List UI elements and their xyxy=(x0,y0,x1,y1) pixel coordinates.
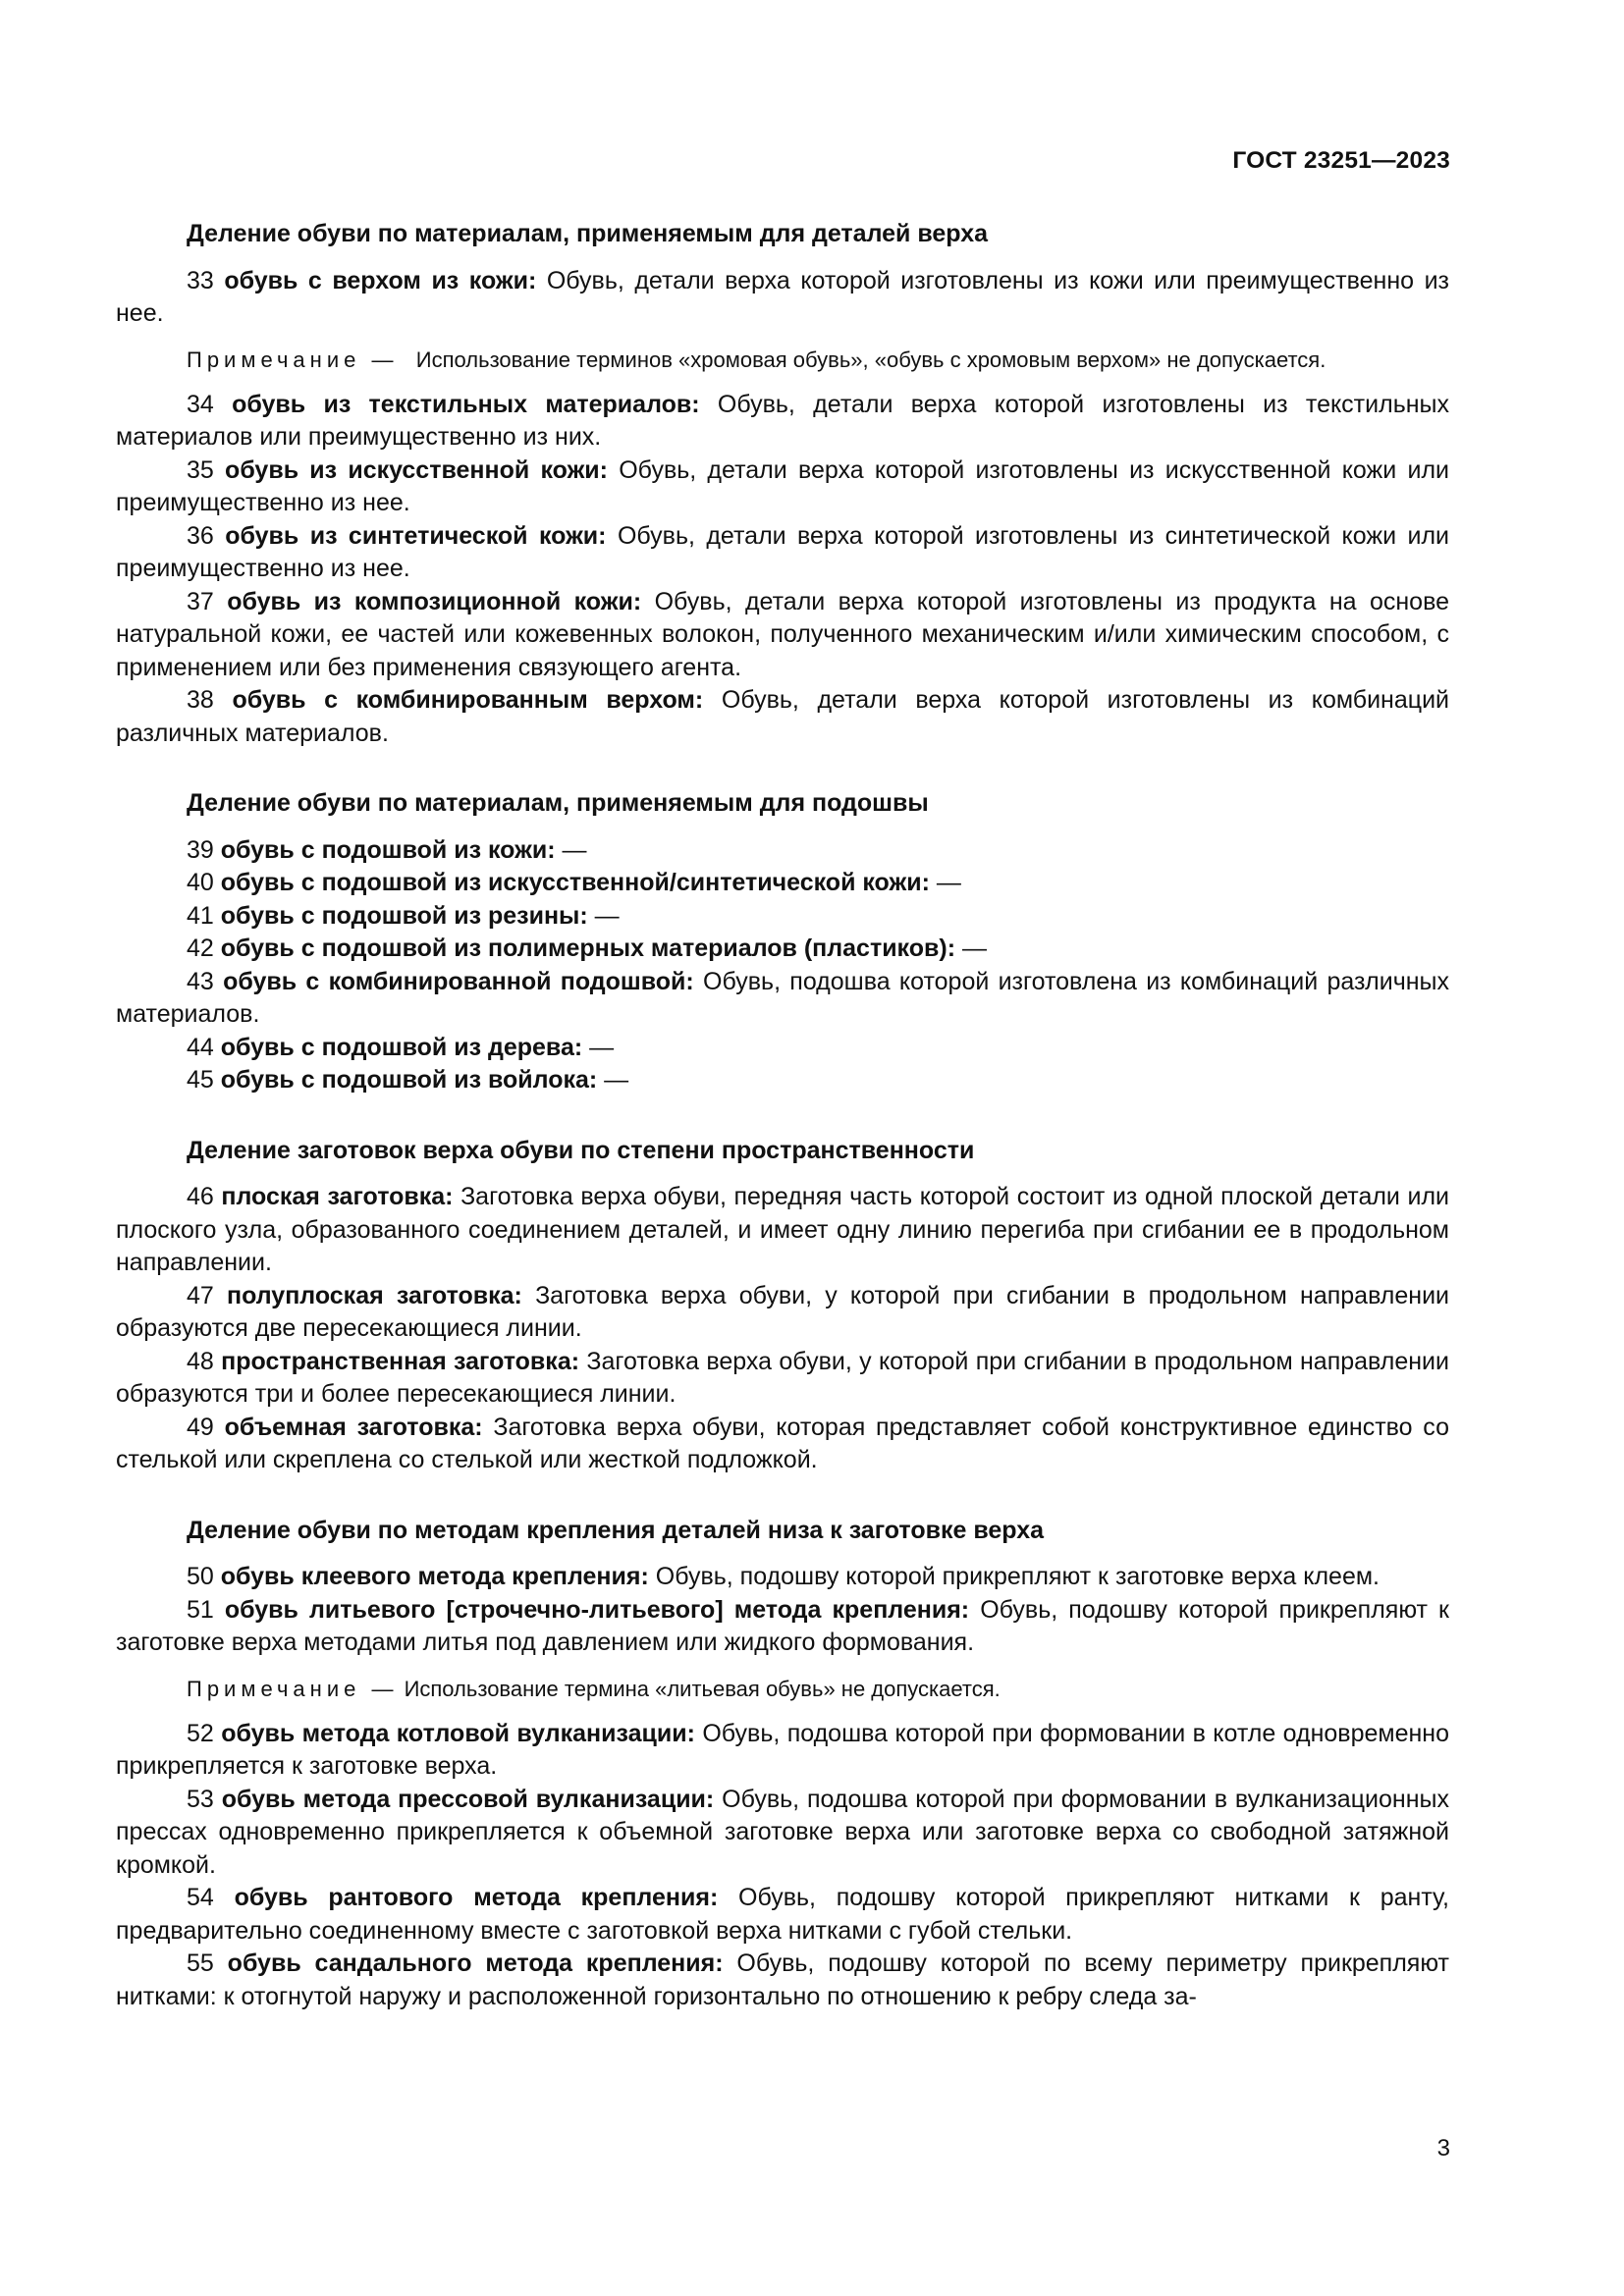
term-definition: Обувь, детали верха которой изготовлены из искусственной кожи или преимущественно из нее. xyxy=(116,455,1449,516)
term-name: обувь клеевого метода крепления: xyxy=(220,1563,649,1590)
term-name: обувь из композиционной кожи: xyxy=(227,587,642,615)
term-name: плоская заготовка: xyxy=(221,1183,454,1210)
term-number: 48 xyxy=(187,1347,214,1375)
term-entry-34 xyxy=(116,389,1449,454)
term-name: обувь с подошвой из полимерных материалов (пластиков): xyxy=(220,934,956,962)
term-entry-42 xyxy=(116,933,1449,966)
term-name: обувь из текстильных материалов: xyxy=(232,390,700,418)
term-name: обувь с верхом из кожи: xyxy=(224,266,537,294)
section-heading: Деление заготовок верха обуви по степени пространственности xyxy=(187,1136,975,1164)
term-entry-55 xyxy=(116,1948,1449,2013)
term-entry-49 xyxy=(116,1412,1449,1477)
term-definition: Обувь, детали верха которой изготовлены из синтетической кожи или преимущественно из нее. xyxy=(116,521,1449,582)
term-entry-45 xyxy=(116,1064,1449,1097)
term-definition: Обувь, детали верха которой изготовлены из продукта на основе натуральной кожи, ее частей или кожевенных волокон, полученного механическим и/или химическим способом, с применением или без применения связующего агента. xyxy=(116,587,1449,681)
term-entry-37 xyxy=(116,586,1449,685)
term-definition: Обувь, детали верха которой изготовлены из текстильных материалов или преимущественно из них. xyxy=(116,390,1449,451)
term-number: 50 xyxy=(187,1563,214,1590)
term-definition: Заготовка верха обуви, у которой при сгибании в продольном направлении образуются три и более пересекающиеся линии. xyxy=(116,1347,1449,1408)
term-entry-36 xyxy=(116,520,1449,586)
note xyxy=(116,345,1449,375)
note-label: Примечание — xyxy=(187,1676,399,1701)
term-entry-47 xyxy=(116,1280,1449,1346)
term-name: обувь метода прессовой вулканизации: xyxy=(221,1785,715,1813)
term-number: 45 xyxy=(187,1066,214,1094)
term-entry-46 xyxy=(116,1181,1449,1280)
term-name: обувь с комбинированным верхом: xyxy=(232,686,704,714)
term-definition: Обувь, подошва которой при формовании в котле одновременно прикрепляется к заготовке верха. xyxy=(116,1719,1449,1780)
term-number: 53 xyxy=(187,1785,214,1813)
term-number: 55 xyxy=(187,1949,214,1977)
term-number: 35 xyxy=(187,455,214,484)
term-number: 54 xyxy=(187,1884,214,1911)
document-code: ГОСТ 23251—2023 xyxy=(1232,147,1450,174)
term-name: обувь с подошвой из резины: xyxy=(220,901,588,930)
term-number: 33 xyxy=(187,266,214,294)
term-number: 52 xyxy=(187,1719,214,1747)
section-heading: Деление обуви по материалам, применяемым для подошвы xyxy=(187,789,929,817)
term-definition: Обувь, подошву которой прикрепляют нитками к ранту, предварительно соединенному вместе с заготовкой верха нитками с губой стельки. xyxy=(116,1884,1449,1945)
term-name: обувь метода котловой вулканизации: xyxy=(221,1719,695,1747)
term-name: обувь с комбинированной подошвой: xyxy=(223,967,694,995)
term-entry-35 xyxy=(116,454,1449,520)
term-definition: Обувь, подошва которой при формовании в вулканизационных прессах одновременно прикрепляется к объемной заготовке верха или заготовке верха со свободной затяжной кромкой. xyxy=(116,1785,1449,1879)
term-number: 44 xyxy=(187,1033,214,1061)
term-name: обувь из искусственной кожи: xyxy=(225,455,608,484)
term-number: 41 xyxy=(187,901,214,930)
term-name: обувь сандального метода крепления: xyxy=(227,1949,724,1977)
term-number: 39 xyxy=(187,835,214,864)
term-name: пространственная заготовка: xyxy=(221,1347,580,1375)
term-entry-43 xyxy=(116,966,1449,1032)
term-definition: Заготовка верха обуви, передняя часть которой состоит из одной плоской детали или плоского узла, образованного соединением деталей, и имеет одну линию перегиба при сгибании ее в продольном направлении. xyxy=(116,1183,1449,1276)
term-definition: — xyxy=(589,1033,615,1061)
term-entry-53 xyxy=(116,1784,1449,1883)
term-name: обувь с подошвой из дерева: xyxy=(220,1033,583,1061)
term-definition: Обувь, подошву которой прикрепляют к заготовке верха клеем. xyxy=(655,1563,1380,1590)
term-name: обувь с подошвой из кожи: xyxy=(220,835,556,864)
page-content xyxy=(116,218,1449,2013)
term-entry-50 xyxy=(116,1561,1449,1594)
term-entry-54 xyxy=(116,1882,1449,1948)
term-number: 38 xyxy=(187,686,214,714)
section-heading: Деление обуви по методам крепления деталей низа к заготовке верха xyxy=(187,1516,1045,1544)
term-entry-44 xyxy=(116,1032,1449,1065)
term-definition: Заготовка верха обуви, у которой при сгибании в продольном направлении образуются две пересекающиеся линии. xyxy=(116,1281,1450,1342)
term-number: 46 xyxy=(187,1183,214,1210)
term-definition: Заготовка верха обуви, которая представляет собой конструктивное единство со стелькой или скреплена со стелькой или жесткой подложкой. xyxy=(116,1413,1449,1473)
term-name: обувь рантового метода крепления: xyxy=(234,1884,719,1911)
term-entry-52 xyxy=(116,1718,1449,1784)
term-definition: Обувь, детали верха которой изготовлены из комбинаций различных материалов. xyxy=(116,686,1449,747)
term-number: 49 xyxy=(187,1413,214,1441)
term-number: 43 xyxy=(187,967,214,995)
term-number: 42 xyxy=(187,934,214,962)
term-name: полуплоская заготовка: xyxy=(226,1281,522,1309)
term-number: 51 xyxy=(187,1595,214,1624)
term-name: обувь литьевого [строчечно-литьевого] метода крепления: xyxy=(224,1595,970,1624)
term-number: 40 xyxy=(187,869,214,896)
term-definition: — xyxy=(962,934,987,962)
note-text: Использование терминов «хромовая обувь», «обувь с хромовым верхом» не допускается. xyxy=(415,347,1326,372)
note-text: Использование термина «литьевая обувь» не допускается. xyxy=(404,1676,1001,1701)
term-definition: Обувь, подошва которой изготовлена из комбинаций различных материалов. xyxy=(116,967,1450,1028)
term-entry-41 xyxy=(116,900,1449,934)
term-definition: — xyxy=(936,869,961,896)
term-definition: — xyxy=(562,835,587,864)
term-name: обувь с подошвой из искусственной/синтетической кожи: xyxy=(220,869,930,896)
term-number: 36 xyxy=(187,521,214,550)
term-definition: — xyxy=(604,1066,629,1094)
term-name: обувь с подошвой из войлока: xyxy=(220,1066,598,1094)
page-number: 3 xyxy=(1436,2135,1450,2162)
term-definition: Обувь, подошву которой по всему периметру прикрепляют нитками: к отогнутой наружу и расположенной горизонтально по отношению к ребру следа за- xyxy=(116,1949,1449,2010)
term-name: объемная заготовка: xyxy=(224,1413,483,1441)
term-definition: — xyxy=(594,901,620,930)
term-entry-38 xyxy=(116,684,1449,750)
term-entry-39 xyxy=(116,834,1449,868)
term-entry-48 xyxy=(116,1346,1449,1412)
term-name: обувь из синтетической кожи: xyxy=(225,521,607,550)
note-label: Примечание — xyxy=(187,347,399,372)
term-number: 47 xyxy=(187,1281,214,1309)
term-entry-33 xyxy=(116,265,1449,331)
term-number: 37 xyxy=(187,587,214,615)
note xyxy=(116,1674,1449,1704)
term-number: 34 xyxy=(187,390,214,418)
term-entry-51 xyxy=(116,1594,1449,1660)
term-definition: Обувь, подошву которой прикрепляют к заготовке верха методами литья под давлением или жидкого формования. xyxy=(116,1595,1449,1656)
term-definition: Обувь, детали верха которой изготовлены из кожи или преимущественно из нее. xyxy=(116,266,1450,327)
section-heading: Деление обуви по материалам, применяемым для деталей верха xyxy=(187,220,989,247)
term-entry-40 xyxy=(116,867,1449,900)
